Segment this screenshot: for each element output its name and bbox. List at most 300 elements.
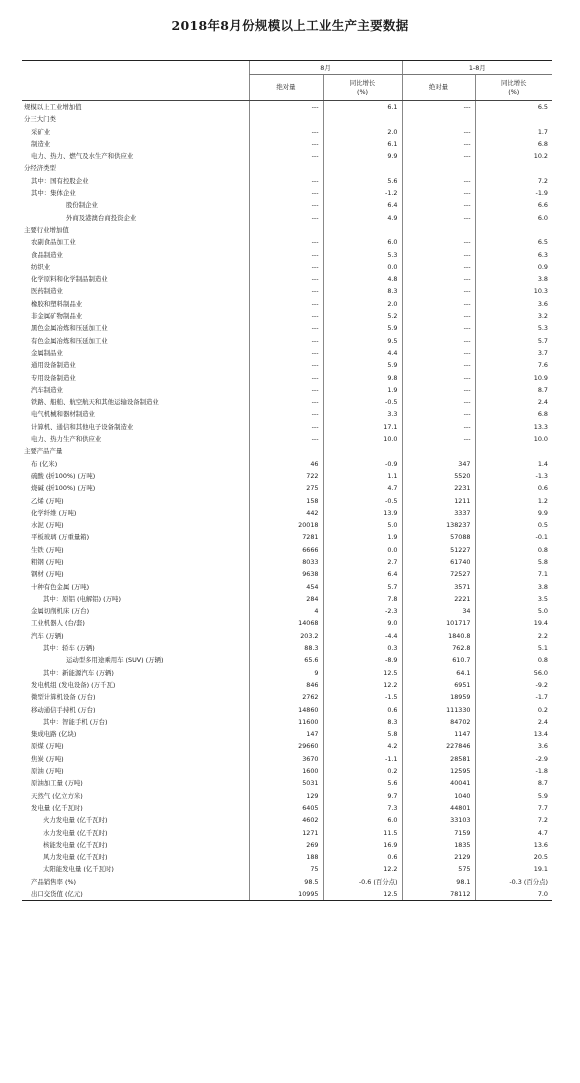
aug-growth-value: 5.8 xyxy=(323,728,402,740)
aug-growth-value: -0.5 xyxy=(323,396,402,408)
aug-absolute-value: --- xyxy=(249,138,323,150)
aug-growth-value: 12.2 xyxy=(323,679,402,691)
aug-absolute-value: 8033 xyxy=(249,556,323,568)
aug-absolute-value: 1271 xyxy=(249,827,323,839)
row-label: 原煤 (万吨) xyxy=(31,742,64,751)
aug-growth-value: -2.3 xyxy=(323,605,402,617)
ytd-absolute-value: --- xyxy=(402,347,475,359)
row-label: 其中：新能源汽车 (万辆) xyxy=(43,668,114,677)
ytd-absolute-value: --- xyxy=(402,359,475,371)
ytd-absolute-value: --- xyxy=(402,199,475,211)
aug-absolute-value: 6666 xyxy=(249,544,323,556)
row-label: 其中：原铝 (电解铝) (万吨) xyxy=(43,594,121,603)
ytd-growth-value: 3.6 xyxy=(475,298,552,310)
aug-absolute-value: 46 xyxy=(249,458,323,470)
row-label: 股份制企业 xyxy=(66,201,98,210)
aug-growth-value: 11.5 xyxy=(323,827,402,839)
ytd-absolute-value: --- xyxy=(402,101,475,114)
table-row xyxy=(22,888,552,901)
aug-growth-value: 5.2 xyxy=(323,310,402,322)
ytd-growth-value: 6.8 xyxy=(475,408,552,420)
aug-growth-value: 9.8 xyxy=(323,372,402,384)
aug-growth-value: -1.1 xyxy=(323,753,402,765)
row-label: 发电量 (亿千瓦时) xyxy=(31,803,83,812)
table-body xyxy=(22,101,552,901)
table-row xyxy=(22,433,552,445)
row-label: 烧碱 (折100%) (万吨) xyxy=(31,484,96,493)
header-growth-label: 同比增长 xyxy=(500,78,527,87)
table-row xyxy=(22,261,552,273)
ytd-growth-value: 20.5 xyxy=(475,851,552,863)
row-label: 产品销售率 (%) xyxy=(31,877,77,886)
table-header-row-measures xyxy=(22,75,552,101)
aug-absolute-value: --- xyxy=(249,384,323,396)
table-row xyxy=(22,421,552,433)
ytd-absolute-value: 2231 xyxy=(402,482,475,494)
row-label: 原油加工量 (万吨) xyxy=(31,779,83,788)
ytd-growth-value: 7.6 xyxy=(475,359,552,371)
table-row xyxy=(22,236,552,248)
row-label: 电力、热力生产和供应业 xyxy=(31,435,102,444)
ytd-growth-value: 3.5 xyxy=(475,593,552,605)
ytd-growth-value: 3.8 xyxy=(475,581,552,593)
aug-absolute-value: 158 xyxy=(249,495,323,507)
table-row xyxy=(22,445,552,457)
row-label: 橡胶和塑料制品业 xyxy=(31,299,83,308)
aug-absolute-value: 275 xyxy=(249,482,323,494)
ytd-absolute-value: --- xyxy=(402,273,475,285)
aug-growth-value: 12.5 xyxy=(323,888,402,901)
ytd-growth-value: -1.3 xyxy=(475,470,552,482)
aug-absolute-value: 442 xyxy=(249,507,323,519)
aug-absolute-value: --- xyxy=(249,421,323,433)
table-row xyxy=(22,617,552,629)
aug-growth-value xyxy=(323,445,402,457)
aug-absolute-value: --- xyxy=(249,187,323,199)
aug-absolute-value: --- xyxy=(249,335,323,347)
ytd-absolute-value: 138237 xyxy=(402,519,475,531)
aug-absolute-value: 4 xyxy=(249,605,323,617)
ytd-growth-value: 0.8 xyxy=(475,654,552,666)
ytd-absolute-value: 3337 xyxy=(402,507,475,519)
table-row xyxy=(22,224,552,236)
aug-absolute-value: --- xyxy=(249,396,323,408)
aug-growth-value xyxy=(323,162,402,174)
aug-growth-value: 5.6 xyxy=(323,777,402,789)
row-label: 其中：国有控股企业 xyxy=(31,176,89,185)
aug-absolute-value: --- xyxy=(249,126,323,138)
ytd-absolute-value xyxy=(402,113,475,125)
table-row xyxy=(22,126,552,138)
ytd-growth-value: 5.3 xyxy=(475,322,552,334)
aug-growth-value: 6.1 xyxy=(323,138,402,150)
ytd-growth-value: 0.5 xyxy=(475,519,552,531)
table-row xyxy=(22,876,552,888)
ytd-growth-value: 1.7 xyxy=(475,126,552,138)
header-absolute-aug: 绝对量 xyxy=(249,75,323,101)
table-row xyxy=(22,113,552,125)
aug-absolute-value: 14068 xyxy=(249,617,323,629)
ytd-absolute-value: --- xyxy=(402,138,475,150)
row-label: 核能发电量 (亿千瓦时) xyxy=(43,840,108,849)
aug-absolute-value: --- xyxy=(249,347,323,359)
ytd-growth-value: -1.8 xyxy=(475,765,552,777)
table-row xyxy=(22,728,552,740)
row-label: 运动型多用途乘用车 (SUV) (万辆) xyxy=(66,656,164,665)
aug-growth-value: -0.9 xyxy=(323,458,402,470)
table-row xyxy=(22,212,552,224)
ytd-absolute-value: 84702 xyxy=(402,716,475,728)
table-row xyxy=(22,470,552,482)
aug-growth-value: 9.0 xyxy=(323,617,402,629)
ytd-absolute-value: 1211 xyxy=(402,495,475,507)
aug-absolute-value: 20018 xyxy=(249,519,323,531)
table-header-row-periods xyxy=(22,61,552,75)
row-label: 农副食品加工业 xyxy=(31,238,76,247)
header-growth-aug xyxy=(323,75,402,101)
aug-absolute-value: 11600 xyxy=(249,716,323,728)
ytd-growth-value: 19.1 xyxy=(475,863,552,875)
ytd-growth-value: 4.7 xyxy=(475,827,552,839)
row-label: 移动通信手持机 (万台) xyxy=(31,705,96,714)
aug-absolute-value: 9 xyxy=(249,667,323,679)
aug-growth-value: 6.0 xyxy=(323,814,402,826)
table-row xyxy=(22,568,552,580)
aug-absolute-value: --- xyxy=(249,359,323,371)
row-label: 钢材 (万吨) xyxy=(31,570,64,579)
aug-growth-value: 6.0 xyxy=(323,236,402,248)
ytd-absolute-value: 34 xyxy=(402,605,475,617)
ytd-growth-value: 2.4 xyxy=(475,716,552,728)
aug-absolute-value: --- xyxy=(249,150,323,162)
ytd-absolute-value: 347 xyxy=(402,458,475,470)
row-label: 主要行业增加值 xyxy=(24,225,69,234)
aug-absolute-value: --- xyxy=(249,199,323,211)
aug-absolute-value: --- xyxy=(249,175,323,187)
table-row xyxy=(22,162,552,174)
aug-growth-value: 7.3 xyxy=(323,802,402,814)
row-label: 铁路、船舶、航空航天和其他运输设备制造业 xyxy=(31,398,159,407)
aug-growth-value: 4.8 xyxy=(323,273,402,285)
ytd-absolute-value: --- xyxy=(402,285,475,297)
table-row xyxy=(22,249,552,261)
row-label: 发电机组 (发电设备) (万千瓦) xyxy=(31,680,116,689)
table-row xyxy=(22,199,552,211)
table-row xyxy=(22,605,552,617)
aug-absolute-value xyxy=(249,162,323,174)
ytd-absolute-value: --- xyxy=(402,396,475,408)
aug-absolute-value: 3670 xyxy=(249,753,323,765)
ytd-absolute-value: 1835 xyxy=(402,839,475,851)
row-label: 水泥 (万吨) xyxy=(31,521,64,530)
row-label: 粗钢 (万吨) xyxy=(31,557,64,566)
row-label: 工业机器人 (台/套) xyxy=(31,619,85,628)
aug-growth-value xyxy=(323,224,402,236)
row-label: 化学原料和化学制品制造业 xyxy=(31,275,108,284)
aug-growth-value: 9.5 xyxy=(323,335,402,347)
aug-absolute-value: 7281 xyxy=(249,531,323,543)
row-label: 化学纤维 (万吨) xyxy=(31,508,77,517)
ytd-growth-value: -0.1 xyxy=(475,531,552,543)
ytd-absolute-value: 12595 xyxy=(402,765,475,777)
ytd-absolute-value: --- xyxy=(402,384,475,396)
ytd-growth-value: 10.3 xyxy=(475,285,552,297)
aug-absolute-value: --- xyxy=(249,433,323,445)
aug-growth-value: 2.0 xyxy=(323,298,402,310)
table-row xyxy=(22,408,552,420)
table-row xyxy=(22,310,552,322)
ytd-growth-value: 7.0 xyxy=(475,888,552,901)
table-row xyxy=(22,765,552,777)
ytd-growth-value: 1.4 xyxy=(475,458,552,470)
ytd-absolute-value: 78112 xyxy=(402,888,475,901)
ytd-growth-value: 6.8 xyxy=(475,138,552,150)
ytd-absolute-value: 1840.8 xyxy=(402,630,475,642)
aug-absolute-value: --- xyxy=(249,285,323,297)
aug-growth-value: 0.2 xyxy=(323,765,402,777)
ytd-growth-value: 8.7 xyxy=(475,777,552,789)
aug-absolute-value: 147 xyxy=(249,728,323,740)
ytd-growth-value: 8.7 xyxy=(475,384,552,396)
aug-absolute-value: 6405 xyxy=(249,802,323,814)
table-row xyxy=(22,704,552,716)
aug-absolute-value xyxy=(249,224,323,236)
row-label: 乙烯 (万吨) xyxy=(31,496,64,505)
ytd-growth-value: 13.3 xyxy=(475,421,552,433)
ytd-growth-value: 7.7 xyxy=(475,802,552,814)
ytd-growth-value: 3.6 xyxy=(475,740,552,752)
row-label: 采矿业 xyxy=(31,127,51,136)
aug-growth-value: 4.9 xyxy=(323,212,402,224)
row-label: 水力发电量 (亿千瓦时) xyxy=(43,828,108,837)
ytd-growth-value: 13.6 xyxy=(475,839,552,851)
ytd-growth-value: -1.9 xyxy=(475,187,552,199)
row-label: 外商及港澳台商投资企业 xyxy=(66,213,137,222)
ytd-growth-value: 6.6 xyxy=(475,199,552,211)
table-row xyxy=(22,691,552,703)
row-label: 集成电路 (亿块) xyxy=(31,730,77,739)
ytd-growth-value: 7.1 xyxy=(475,568,552,580)
aug-growth-value: 0.0 xyxy=(323,261,402,273)
ytd-absolute-value: 3571 xyxy=(402,581,475,593)
ytd-absolute-value: --- xyxy=(402,126,475,138)
aug-absolute-value: --- xyxy=(249,101,323,114)
aug-growth-value: 9.9 xyxy=(323,150,402,162)
ytd-absolute-value xyxy=(402,445,475,457)
aug-absolute-value: 2762 xyxy=(249,691,323,703)
ytd-growth-value: 3.8 xyxy=(475,273,552,285)
aug-absolute-value: 188 xyxy=(249,851,323,863)
ytd-absolute-value: --- xyxy=(402,421,475,433)
ytd-growth-value: 2.4 xyxy=(475,396,552,408)
aug-growth-value: 0.0 xyxy=(323,544,402,556)
aug-growth-value: -1.5 xyxy=(323,691,402,703)
aug-absolute-value: --- xyxy=(249,408,323,420)
aug-growth-value: 1.1 xyxy=(323,470,402,482)
aug-growth-value: -8.9 xyxy=(323,654,402,666)
aug-growth-value: 6.1 xyxy=(323,101,402,114)
ytd-growth-value: 0.6 xyxy=(475,482,552,494)
aug-absolute-value: 14860 xyxy=(249,704,323,716)
ytd-growth-value: 10.2 xyxy=(475,150,552,162)
ytd-absolute-value: --- xyxy=(402,335,475,347)
ytd-growth-value: -0.3 (百分点) xyxy=(475,876,552,888)
ytd-absolute-value: 610.7 xyxy=(402,654,475,666)
header-blank-cell xyxy=(22,75,249,101)
aug-absolute-value: --- xyxy=(249,261,323,273)
page-title: 2018年8月份规模以上工业生产主要数据 xyxy=(171,18,409,33)
ytd-absolute-value: 101717 xyxy=(402,617,475,629)
row-label: 专用设备制造业 xyxy=(31,373,76,382)
table-row xyxy=(22,654,552,666)
row-label: 电力、热力、燃气及水生产和供应业 xyxy=(31,152,134,161)
aug-growth-value: 5.3 xyxy=(323,249,402,261)
table-row xyxy=(22,372,552,384)
header-jan-aug: 1-8月 xyxy=(402,61,552,75)
ytd-growth-value: 0.9 xyxy=(475,261,552,273)
table-row xyxy=(22,396,552,408)
table-row xyxy=(22,740,552,752)
row-label: 出口交货值 (亿元) xyxy=(22,888,249,901)
table-row xyxy=(22,187,552,199)
ytd-absolute-value: --- xyxy=(402,322,475,334)
ytd-absolute-value: 61740 xyxy=(402,556,475,568)
row-label: 平板玻璃 (万重量箱) xyxy=(31,533,90,542)
table-row xyxy=(22,384,552,396)
table-row xyxy=(22,777,552,789)
aug-growth-value: 6.4 xyxy=(323,199,402,211)
aug-growth-value: 5.9 xyxy=(323,322,402,334)
ytd-absolute-value: --- xyxy=(402,187,475,199)
aug-growth-value: 10.0 xyxy=(323,433,402,445)
ytd-growth-value: 7.2 xyxy=(475,175,552,187)
aug-growth-value: 4.7 xyxy=(323,482,402,494)
aug-absolute-value: --- xyxy=(249,212,323,224)
ytd-absolute-value: --- xyxy=(402,236,475,248)
aug-growth-value: 12.5 xyxy=(323,667,402,679)
row-label: 规模以上工业增加值 xyxy=(24,103,82,111)
table-row xyxy=(22,531,552,543)
ytd-absolute-value: 762.8 xyxy=(402,642,475,654)
aug-growth-value: 5.6 xyxy=(323,175,402,187)
table-row xyxy=(22,273,552,285)
row-label: 金属制品业 xyxy=(31,348,63,357)
table-row xyxy=(22,753,552,765)
aug-absolute-value: 129 xyxy=(249,790,323,802)
ytd-absolute-value: --- xyxy=(402,212,475,224)
row-label: 火力发电量 (亿千瓦时) xyxy=(43,816,108,825)
row-label: 其中：智能手机 (万台) xyxy=(43,717,108,726)
ytd-growth-value: 5.1 xyxy=(475,642,552,654)
aug-growth-value: -1.2 xyxy=(323,187,402,199)
ytd-absolute-value: 44801 xyxy=(402,802,475,814)
aug-absolute-value: --- xyxy=(249,310,323,322)
row-label: 有色金属冶炼和压延加工业 xyxy=(31,336,108,345)
header-growth-label: 同比增长 xyxy=(349,78,376,87)
ytd-absolute-value: 64.1 xyxy=(402,667,475,679)
row-label: 微型计算机设备 (万台) xyxy=(31,693,96,702)
ytd-absolute-value: --- xyxy=(402,310,475,322)
table-row xyxy=(22,138,552,150)
ytd-absolute-value: --- xyxy=(402,249,475,261)
ytd-absolute-value: --- xyxy=(402,298,475,310)
ytd-growth-value xyxy=(475,162,552,174)
aug-growth-value: -0.5 xyxy=(323,495,402,507)
table-row xyxy=(22,507,552,519)
aug-growth-value: 9.7 xyxy=(323,790,402,802)
ytd-growth-value: 5.0 xyxy=(475,605,552,617)
aug-absolute-value: --- xyxy=(249,273,323,285)
ytd-growth-value: -2.9 xyxy=(475,753,552,765)
aug-absolute-value: 75 xyxy=(249,863,323,875)
row-label: 非金属矿物制品业 xyxy=(31,312,83,321)
aug-absolute-value: 284 xyxy=(249,593,323,605)
row-label: 原油 (万吨) xyxy=(31,767,64,776)
ytd-growth-value: 56.0 xyxy=(475,667,552,679)
ytd-absolute-value: 111330 xyxy=(402,704,475,716)
ytd-absolute-value: 1147 xyxy=(402,728,475,740)
table-row xyxy=(22,101,552,114)
aug-growth-value: 8.3 xyxy=(323,285,402,297)
header-absolute-ytd: 绝对量 xyxy=(402,75,475,101)
ytd-growth-value: 3.7 xyxy=(475,347,552,359)
ytd-growth-value: 5.9 xyxy=(475,790,552,802)
row-label: 主要产品产量 xyxy=(24,447,63,456)
aug-growth-value: 5.0 xyxy=(323,519,402,531)
aug-absolute-value: 203.2 xyxy=(249,630,323,642)
ytd-absolute-value: --- xyxy=(402,372,475,384)
table-row xyxy=(22,679,552,691)
row-label: 布 (亿米) xyxy=(31,459,58,468)
table-row xyxy=(22,298,552,310)
row-label: 分三大门类 xyxy=(24,115,56,124)
aug-growth-value: 1.9 xyxy=(323,384,402,396)
ytd-absolute-value: 1040 xyxy=(402,790,475,802)
aug-growth-value: 8.3 xyxy=(323,716,402,728)
ytd-absolute-value: 575 xyxy=(402,863,475,875)
table-row xyxy=(22,642,552,654)
ytd-absolute-value: 227846 xyxy=(402,740,475,752)
ytd-absolute-value: --- xyxy=(402,408,475,420)
aug-absolute-value: --- xyxy=(249,249,323,261)
ytd-growth-value: 2.2 xyxy=(475,630,552,642)
ytd-growth-value: 6.5 xyxy=(475,101,552,114)
ytd-absolute-value: 33103 xyxy=(402,814,475,826)
industrial-data-table xyxy=(22,60,552,901)
aug-absolute-value: 454 xyxy=(249,581,323,593)
table-row xyxy=(22,285,552,297)
table-row xyxy=(22,495,552,507)
header-growth-unit: (%) xyxy=(356,87,369,96)
table-row xyxy=(22,335,552,347)
ytd-growth-value xyxy=(475,445,552,457)
aug-growth-value: 3.3 xyxy=(323,408,402,420)
ytd-absolute-value: 5520 xyxy=(402,470,475,482)
aug-absolute-value: 10995 xyxy=(249,888,323,901)
aug-growth-value: 16.9 xyxy=(323,839,402,851)
row-label: 汽车 (万辆) xyxy=(31,631,64,640)
ytd-growth-value: 9.9 xyxy=(475,507,552,519)
ytd-absolute-value: 2221 xyxy=(402,593,475,605)
row-label: 计算机、通信和其他电子设备制造业 xyxy=(31,422,134,431)
ytd-absolute-value: --- xyxy=(402,175,475,187)
aug-absolute-value: 29660 xyxy=(249,740,323,752)
table-row xyxy=(22,839,552,851)
table-row xyxy=(22,581,552,593)
table-row xyxy=(22,482,552,494)
ytd-absolute-value: 72527 xyxy=(402,568,475,580)
ytd-absolute-value: 7159 xyxy=(402,827,475,839)
